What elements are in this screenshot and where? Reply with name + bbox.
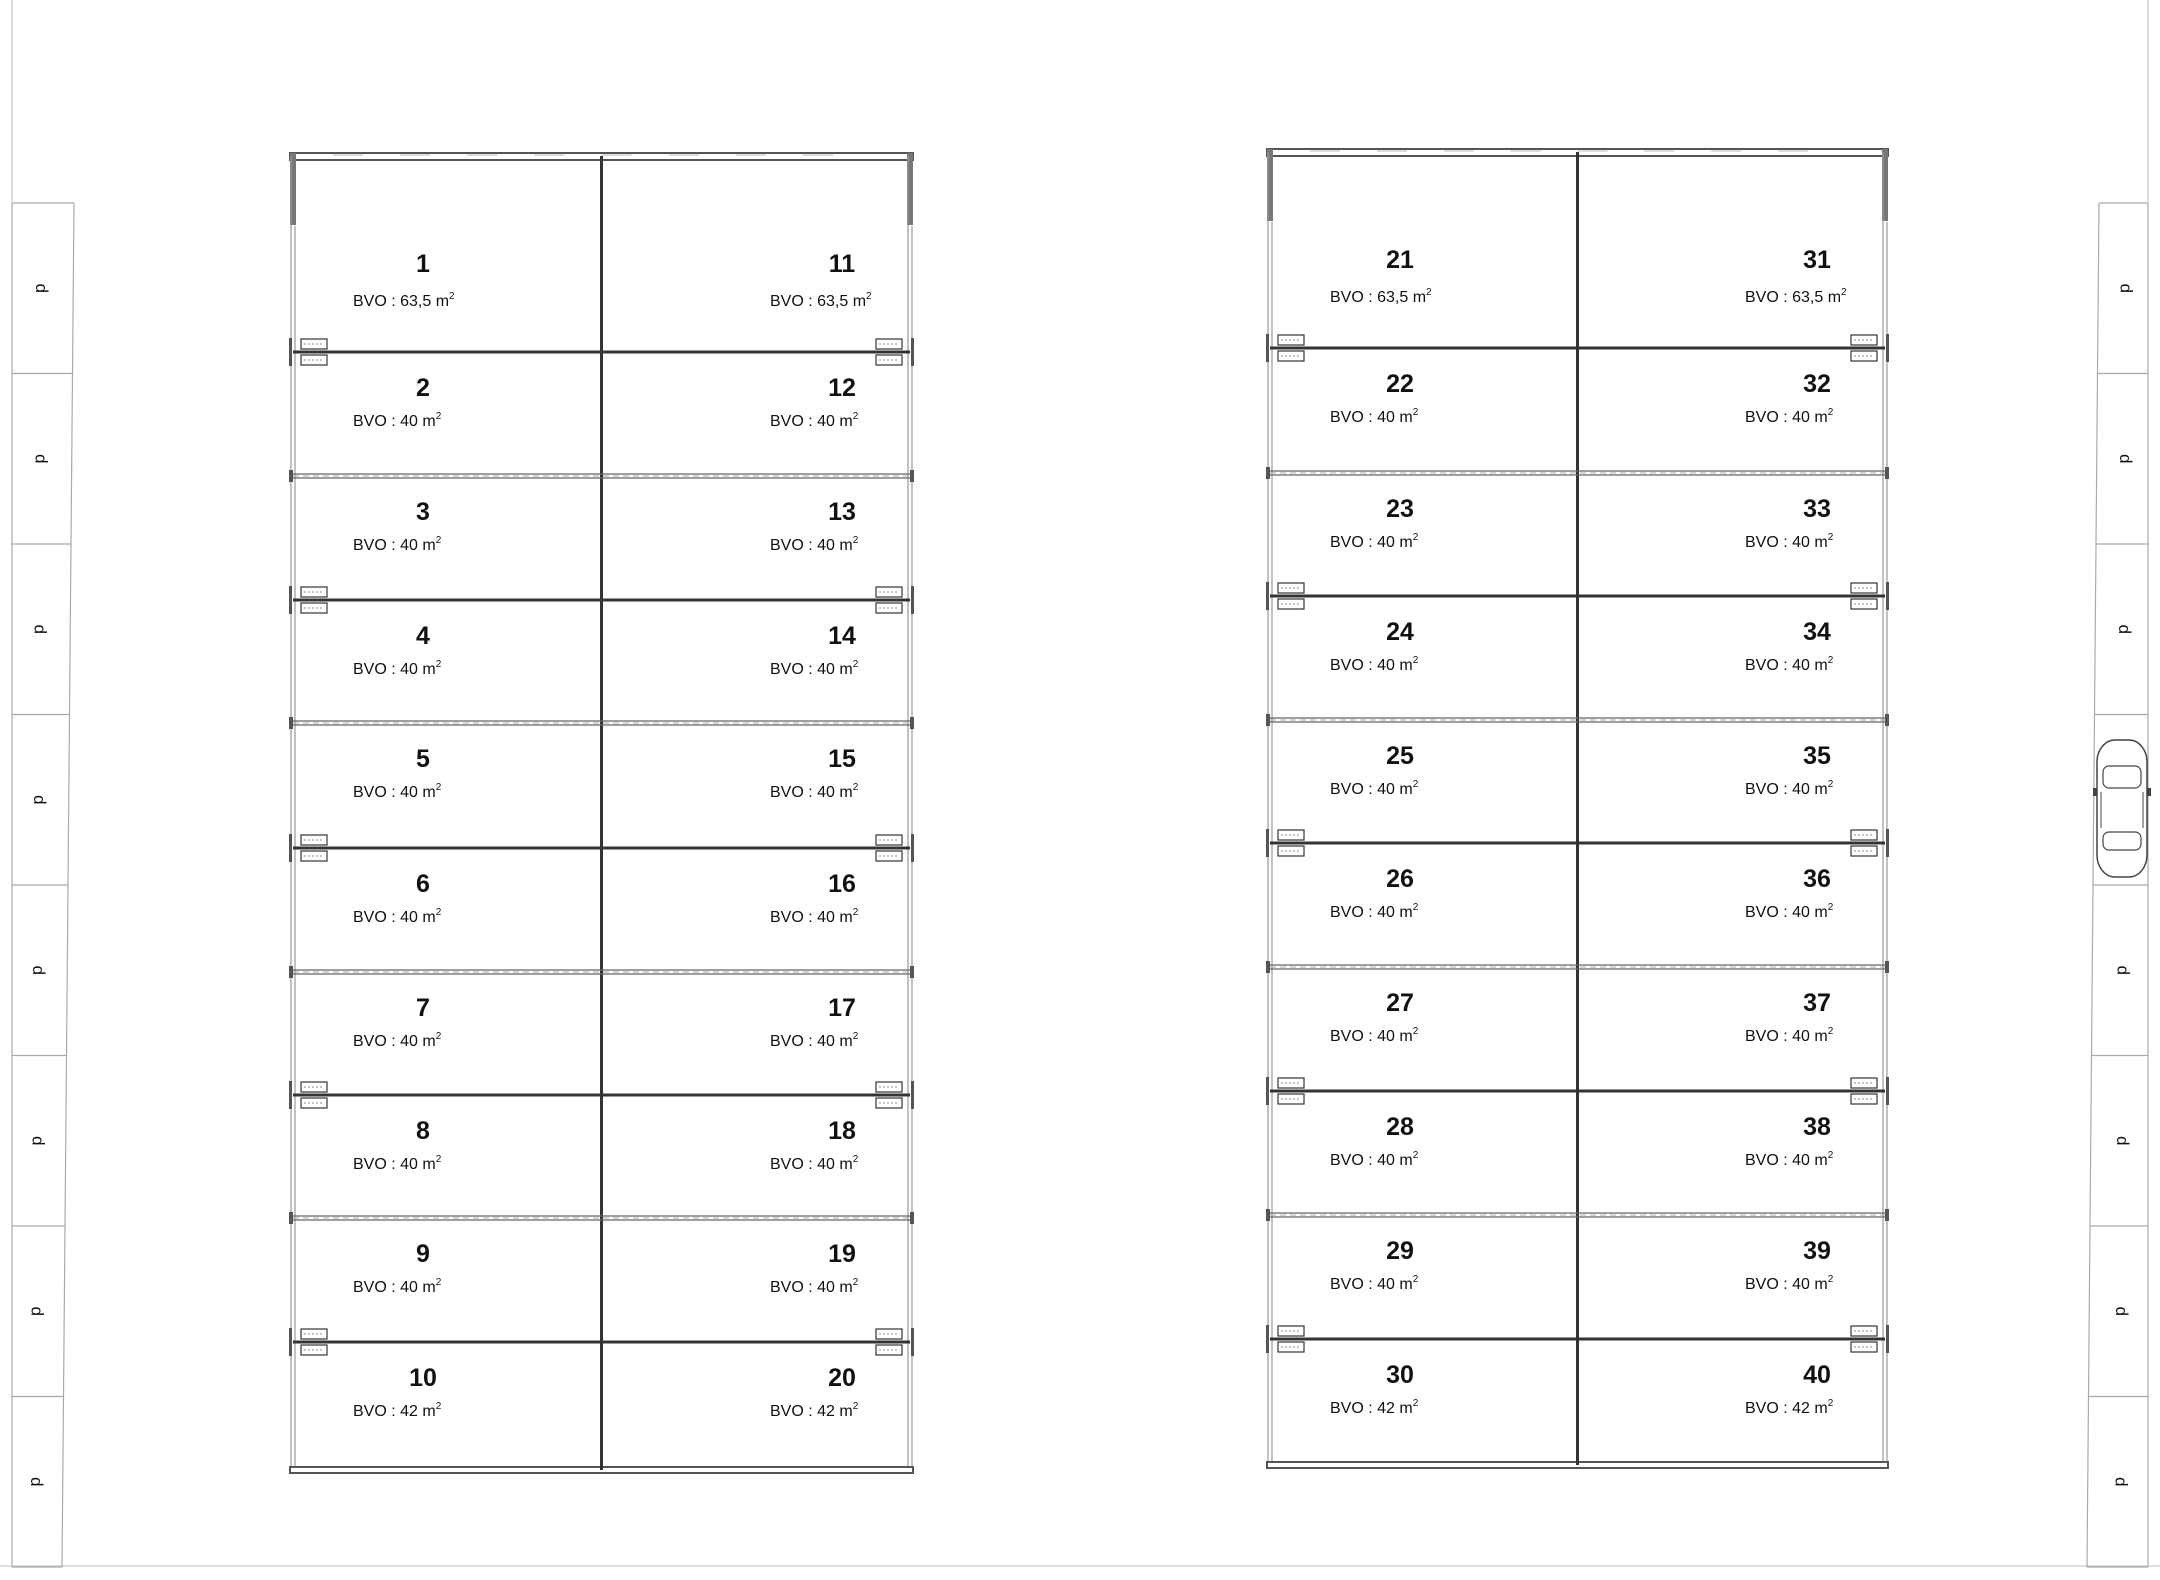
wall-end [1885,1209,1889,1221]
unit-number: 31 [1803,246,1831,274]
unit-area-text: BVO : 40 m [1330,657,1413,674]
unit-area [1745,1398,1834,1417]
unit-area-text: BVO : 40 m [353,1156,436,1173]
unit-area-text: BVO : 40 m [1745,657,1828,674]
unit-area-text: BVO : 40 m [1330,904,1413,921]
parking-slot-edge [2093,715,2095,886]
unit-number: 28 [1386,1113,1414,1141]
unit-area [353,907,442,926]
unit-area-text: BVO : 40 m [1330,1276,1413,1293]
wall-end [1266,961,1270,973]
unit-area-superscript: 2 [1827,532,1834,543]
unit-number: 32 [1803,370,1831,398]
unit-area-text: BVO : 42 m [770,1403,853,1420]
wall-end [1266,467,1270,479]
unit-number: 3 [416,498,430,526]
parking-slot-label: p [26,1136,46,1146]
car-mirror [2093,788,2097,796]
unit-number: 20 [828,1364,856,1392]
unit-number: 1 [416,250,430,278]
unit-number: 15 [828,745,856,773]
wall-end [1885,714,1889,726]
unit-area [1745,902,1834,921]
unit-area-superscript: 2 [1827,407,1834,418]
wall-end [289,1081,292,1109]
unit-area [1330,1274,1419,1293]
parking-slot-edge [68,715,70,886]
parking-slot-edge [2087,1397,2089,1568]
unit-area-superscript: 2 [866,291,872,302]
car-icon [2093,740,2151,877]
unit-area-text: BVO : 42 m [353,1403,436,1420]
unit-number: 35 [1803,742,1831,770]
wall-end [289,834,292,862]
unit-number: 17 [828,994,856,1022]
unit-number: 36 [1803,865,1831,893]
unit-area-superscript: 2 [852,907,859,918]
unit-area-superscript: 2 [852,659,859,670]
unit-number: 14 [828,622,856,650]
unit-number: 33 [1803,495,1831,523]
unit-area-superscript: 2 [852,411,859,422]
unit-area-text: BVO : 40 m [353,784,436,801]
unit-area [1745,407,1834,426]
unit-number: 29 [1386,1237,1414,1265]
unit-area-superscript: 2 [435,1031,442,1042]
unit-area [1745,532,1834,551]
unit-area-superscript: 2 [1412,407,1419,418]
unit-number: 26 [1386,865,1414,893]
unit-area-superscript: 2 [1827,902,1834,913]
unit-number: 40 [1803,1361,1831,1389]
car-mirror [2147,788,2151,796]
wall-end [289,338,292,366]
wall-end [1885,467,1889,479]
unit-number: 30 [1386,1361,1414,1389]
unit-area-superscript: 2 [852,1031,859,1042]
wall-end [1266,1209,1270,1221]
unit-area-superscript: 2 [1412,532,1419,543]
wall-end [1886,1077,1889,1105]
parking-slot-label: p [2111,965,2131,975]
unit-area-text: BVO : 40 m [770,784,853,801]
unit-area [1745,287,1847,306]
unit-area-superscript: 2 [435,782,442,793]
unit-area-superscript: 2 [1412,1398,1419,1409]
unit-area [770,1154,859,1173]
wall-end [289,717,293,729]
unit-number: 10 [409,1364,437,1392]
unit-area-superscript: 2 [1827,1274,1834,1285]
car-body [2097,740,2147,877]
parking-slot-label: p [29,454,49,464]
wall-end [1886,829,1889,857]
unit-area-text: BVO : 40 m [353,1279,436,1296]
unit-area [1745,1150,1834,1169]
wall-end [911,1328,914,1356]
unit-number: 38 [1803,1113,1831,1141]
parking-slot-edge [67,885,69,1056]
unit-area-superscript: 2 [852,1277,859,1288]
unit-area-superscript: 2 [435,535,442,546]
wall-end [1886,582,1889,610]
wall-end [1886,334,1889,362]
unit-area-superscript: 2 [1412,1150,1419,1161]
unit-area-superscript: 2 [1827,1398,1834,1409]
unit-area [770,411,859,430]
unit-area-superscript: 2 [1412,779,1419,790]
unit-number: 34 [1803,618,1831,646]
parking-strip-left [12,203,74,1567]
unit-area-text: BVO : 40 m [770,413,853,430]
parking-slot-label: p [24,1477,44,1487]
unit-number: 11 [828,250,856,278]
unit-area-superscript: 2 [1827,779,1834,790]
unit-area-superscript: 2 [852,535,859,546]
unit-area-text: BVO : 63,5 m [1745,289,1842,306]
unit-number: 22 [1386,370,1414,398]
unit-area-text: BVO : 40 m [770,661,853,678]
unit-area-superscript: 2 [852,1401,859,1412]
unit-area-text: BVO : 40 m [353,537,436,554]
unit-number: 13 [828,498,856,526]
unit-number: 4 [416,622,430,650]
unit-area-superscript: 2 [435,1154,442,1165]
unit-area [353,1154,442,1173]
unit-area-superscript: 2 [1412,1026,1419,1037]
unit-area-text: BVO : 63,5 m [1330,289,1427,306]
unit-number: 24 [1386,618,1414,646]
unit-area-superscript: 2 [852,1154,859,1165]
unit-area [1745,655,1834,674]
parking-slot-edge [62,1397,64,1568]
unit-area-text: BVO : 40 m [770,537,853,554]
unit-number: 18 [828,1117,856,1145]
unit-area-text: BVO : 40 m [1745,409,1828,426]
unit-number: 12 [828,374,856,402]
unit-area [770,1031,859,1050]
unit-area [1330,655,1419,674]
storage-building-right [1266,149,1889,1468]
wall-end [289,470,293,482]
unit-area-text: BVO : 40 m [1330,534,1413,551]
unit-area [770,659,859,678]
unit-number: 39 [1803,1237,1831,1265]
unit-area-text: BVO : 63,5 m [770,293,867,310]
wall-end [911,834,914,862]
unit-area-superscript: 2 [1412,902,1419,913]
unit-area [1330,1026,1419,1045]
unit-area [1745,779,1834,798]
wall-end [1885,961,1889,973]
unit-area [1330,1150,1419,1169]
unit-area [1330,287,1432,306]
unit-area-superscript: 2 [1412,655,1419,666]
unit-number: 7 [416,994,430,1022]
parking-slot-edge [2098,203,2100,374]
parking-slot-label: p [2110,1136,2130,1146]
unit-area [1745,1026,1834,1045]
parking-slot-label: p [2113,454,2133,464]
wall-end [1266,1077,1269,1105]
unit-area [1330,1398,1419,1417]
parking-slot-edge [2090,1056,2092,1227]
unit-area [1330,532,1419,551]
unit-area-text: BVO : 63,5 m [353,293,450,310]
parking-slot-edge [71,374,73,545]
unit-number: 21 [1386,246,1414,274]
unit-number: 23 [1386,495,1414,523]
unit-area-text: BVO : 40 m [770,1279,853,1296]
wall-end [1266,829,1269,857]
parking-slot-label: p [2113,624,2133,634]
unit-area-text: BVO : 40 m [1745,534,1828,551]
unit-area-text: BVO : 40 m [1330,409,1413,426]
unit-area-text: BVO : 40 m [1330,1028,1413,1045]
wall-end [910,1212,914,1224]
unit-area-text: BVO : 42 m [1330,1400,1413,1417]
parking-strip-right [2087,203,2148,1567]
unit-area [353,535,442,554]
unit-area-text: BVO : 42 m [1745,1400,1828,1417]
parking-slot-edge [2092,885,2094,1056]
parking-slot-edge [2095,544,2097,715]
unit-area-text: BVO : 40 m [353,909,436,926]
unit-area-text: BVO : 40 m [1330,1152,1413,1169]
wall-end [910,717,914,729]
unit-area-superscript: 2 [435,411,442,422]
wall-end [1266,714,1270,726]
unit-area [770,782,859,801]
wall-end [289,966,293,978]
storage-building-left [289,153,914,1473]
unit-number: 8 [416,1117,430,1145]
unit-area-text: BVO : 40 m [1745,1152,1828,1169]
wall-end [1266,1325,1269,1353]
parking-slot-edge [2089,1226,2091,1397]
unit-area-text: BVO : 40 m [1745,781,1828,798]
unit-area-superscript: 2 [1827,655,1834,666]
unit-area-superscript: 2 [435,907,442,918]
wall-end [1266,582,1269,610]
unit-area-text: BVO : 40 m [1745,1276,1828,1293]
unit-number: 2 [416,374,430,402]
unit-area-superscript: 2 [1827,1150,1834,1161]
unit-area [770,535,859,554]
unit-number: 5 [416,745,430,773]
parking-slot-label: p [2109,1477,2129,1487]
unit-area-text: BVO : 40 m [1745,1028,1828,1045]
unit-area [353,411,442,430]
unit-number: 37 [1803,989,1831,1017]
parking-slot-label: p [28,624,48,634]
parking-slot-label: p [2110,1306,2130,1316]
unit-area-superscript: 2 [449,291,455,302]
unit-area-superscript: 2 [435,659,442,670]
unit-area [770,291,872,310]
wall-end [911,1081,914,1109]
unit-area [353,1031,442,1050]
unit-area [1330,902,1419,921]
unit-area [353,659,442,678]
wall-end [289,1328,292,1356]
unit-area [1745,1274,1834,1293]
parking-slot-edge [73,203,75,374]
unit-area-superscript: 2 [1827,1026,1834,1037]
unit-area-text: BVO : 40 m [770,909,853,926]
unit-area [353,1277,442,1296]
unit-area-text: BVO : 40 m [353,1033,436,1050]
unit-number: 9 [416,1240,430,1268]
unit-area [1330,779,1419,798]
unit-area-superscript: 2 [852,782,859,793]
wall-end [289,1212,293,1224]
unit-area-text: BVO : 40 m [770,1033,853,1050]
unit-area [353,291,455,310]
wall-end [910,966,914,978]
parking-slot-edge [70,544,72,715]
unit-number: 6 [416,870,430,898]
unit-number: 19 [828,1240,856,1268]
parking-slot-edge [65,1056,67,1227]
unit-area-text: BVO : 40 m [353,413,436,430]
unit-area-superscript: 2 [435,1401,442,1412]
parking-slot-label: p [27,795,47,805]
unit-area [1330,407,1419,426]
unit-number: 16 [828,870,856,898]
wall-end [1886,1325,1889,1353]
unit-area-text: BVO : 40 m [353,661,436,678]
unit-number: 25 [1386,742,1414,770]
wall-end [911,586,914,614]
parking-slot-edge [2096,374,2098,545]
unit-area-text: BVO : 40 m [770,1156,853,1173]
unit-area [353,1401,442,1420]
parking-slot-label: p [30,283,50,293]
wall-end [1266,334,1269,362]
unit-area [770,907,859,926]
unit-area-superscript: 2 [1426,287,1432,298]
unit-area-superscript: 2 [1412,1274,1419,1285]
parking-slot-label: p [25,1306,45,1316]
wall-end [910,470,914,482]
parking-slot-label: p [2114,283,2134,293]
unit-area-superscript: 2 [1841,287,1847,298]
unit-area [353,782,442,801]
unit-area [770,1277,859,1296]
parking-slot-edge [64,1226,66,1397]
unit-number: 27 [1386,989,1414,1017]
unit-area-text: BVO : 40 m [1330,781,1413,798]
unit-area-superscript: 2 [435,1277,442,1288]
unit-area [770,1401,859,1420]
parking-slot-label: p [27,965,47,975]
wall-end [289,586,292,614]
unit-area-text: BVO : 40 m [1745,904,1828,921]
wall-end [911,338,914,366]
